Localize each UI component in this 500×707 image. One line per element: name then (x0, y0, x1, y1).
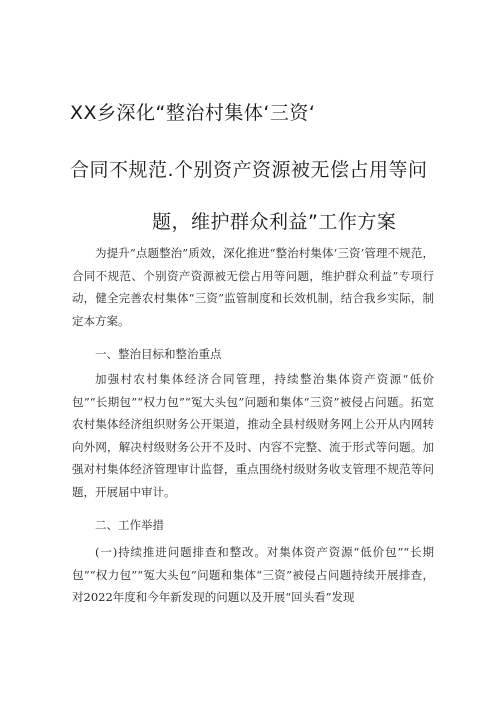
section-1-heading: 一、整治目标和整治重点 (95, 347, 222, 361)
document-title-line-3: 题，维护群众利益”工作方案 (152, 211, 397, 233)
section-2-item-1-paragraph: (一)持续推进问题排查和整改。对集体资产资源“低价包”“长期包”“权力包”“冤大头包”问题和集体“三资”被侵占问题持续开展排查，对2022年度和今年新发现的问题以及开展“回头看”发现 (72, 545, 434, 604)
section-1-paragraph: 加强村农村集体经济合同管理，持续整治集体资产资源“低价包”“长期包”“权力包”“冤大头包”问题和集体“三资”被侵占问题。拓宽农村集体经济组织财务公开渠道，推动全县村级财务网上公开从内网转向外网，解决村级财务公开不及时、内容不完整、流于形式等问题。加强对村集体经济管理审计监督，重点围绕村级财务收支管理不规范等问题，开展届中审计。 (72, 372, 434, 499)
intro-paragraph: 为提升“点题整治”质效，深化推进“整治村集体‘三资’管理不规范，合同不规范、个别资产资源被无偿占用等问题，维护群众利益”专项行动，健全完善农村集体“三资”监管制度和长效机制，结合我乡实际，制定本方案。 (72, 246, 434, 328)
section-2-heading: 二、工作举措 (95, 518, 164, 532)
document-title-line-2: 合同不规范.个别资产资源被无偿占用等问 (70, 159, 428, 181)
document-title-line-1: XX乡深化“整治村集体‘三资‘ (70, 102, 316, 124)
